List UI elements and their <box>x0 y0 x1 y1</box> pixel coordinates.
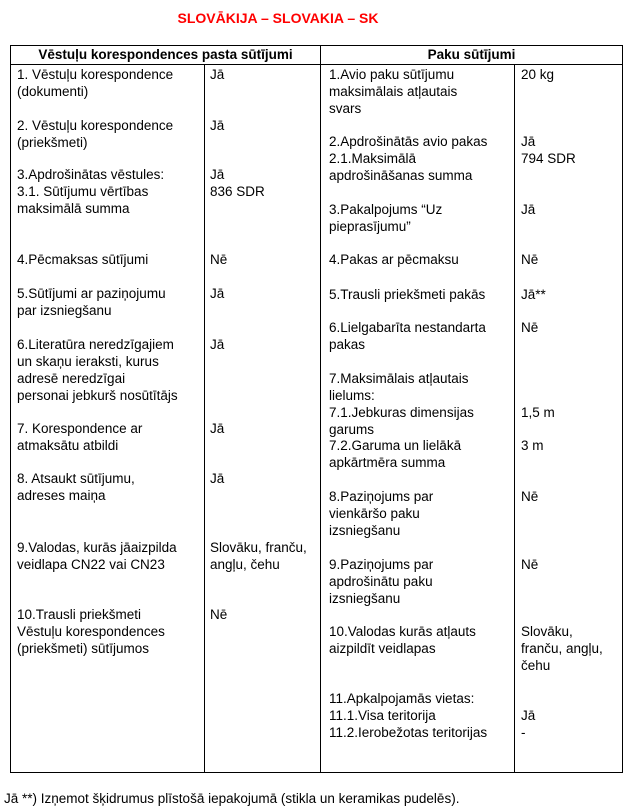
left-row-label: 10.Trausli priekšmeti Vēstuļu korespondences (priekšmeti) sūtījumos <box>17 607 165 656</box>
left-row-value: Nē <box>210 607 228 622</box>
right-row-label: 3.Pakalpojums “Uz pieprasījumu” <box>329 202 443 234</box>
right-row-value: Slovāku, franču, angļu, čehu <box>521 624 603 673</box>
right-row-value: Jā** <box>521 287 546 302</box>
right-row-label: 4.Pakas ar pēcmaksu <box>329 252 459 267</box>
header-bottom-border <box>10 64 623 65</box>
footnote: Jā **) Izņemot šķidrumus plīstošā iepakojumā (stikla un keramikas pudelēs). <box>4 791 460 806</box>
left-row-value: Jā 836 SDR <box>210 167 265 199</box>
header-parcels: Paku sūtījumi <box>427 47 516 62</box>
right-row-label: 6.Lielgabarīta nestandarta pakas <box>329 320 486 352</box>
right-row-label: 9.Paziņojums par apdrošinātu paku izsniegšanu <box>329 557 434 606</box>
right-row-label: 11.Apkalpojamās vietas: 11.1.Visa teritorija 11.2.Ierobežotas teritorijas <box>329 691 488 740</box>
left-row-label: 8. Atsaukt sūtījumu, adreses maiņa <box>17 471 135 503</box>
left-row-value: Jā <box>210 118 225 133</box>
table-right-border <box>622 45 623 773</box>
left-row-value: Jā <box>210 67 225 82</box>
right-row-label: 5.Trausli priekšmeti pakās <box>329 287 486 302</box>
right-row-label: 8.Paziņojums par vienkāršo paku izsniegšanu <box>329 489 434 538</box>
right-row-label: 7.2.Garuma un lielākā apkārtmēra summa <box>329 438 462 470</box>
left-row-label: 3.Apdrošinātas vēstules: 3.1. Sūtījumu vērtības maksimālā summa <box>17 167 165 216</box>
header-letters: Vēstuļu korespondences pasta sūtījumi <box>38 47 293 62</box>
right-value-divider <box>514 64 515 773</box>
right-row-value: Nē <box>521 557 539 572</box>
right-row-value: 3 m <box>521 438 544 453</box>
left-row-value: Slovāku, franču, angļu, čehu <box>210 540 307 572</box>
right-row-value: Jā 794 SDR <box>521 134 576 166</box>
column-divider-center <box>320 45 321 773</box>
left-row-label: 6.Literatūra neredzīgajiem un skaņu ieraksti, kurus adresē neredzīgai personai jebkurš nosūtītājs <box>17 337 178 403</box>
right-row-value: 20 kg <box>521 67 555 82</box>
left-row-value: Nē <box>210 252 228 267</box>
page-title: SLOVĀKIJA – SLOVAKIA – SK <box>177 10 379 26</box>
right-row-value: Nē <box>521 252 539 267</box>
left-row-label: 1. Vēstuļu korespondence (dokumenti) <box>17 67 174 99</box>
left-row-label: 2. Vēstuļu korespondence (priekšmeti) <box>17 118 174 150</box>
left-row-value: Jā <box>210 471 225 486</box>
right-row-value: Jā <box>521 202 536 217</box>
right-row-value: Jā - <box>521 708 536 740</box>
right-row-value: Nē <box>521 489 539 504</box>
right-row-label: 2.Apdrošinātās avio pakas 2.1.Maksimālā apdrošināšanas summa <box>329 134 488 183</box>
right-row-label: 7.Maksimālais atļautais lielums: <box>329 371 469 403</box>
left-row-label: 5.Sūtījumi ar paziņojumu par izsniegšanu <box>17 286 166 318</box>
right-row-label: 7.1.Jebkuras dimensijas garums <box>329 405 474 437</box>
right-row-value: 1,5 m <box>521 405 555 420</box>
left-row-value: Jā <box>210 421 225 436</box>
left-row-value: Jā <box>210 286 225 301</box>
left-value-divider <box>204 64 205 773</box>
table-left-border <box>10 45 11 773</box>
right-row-label: 1.Avio paku sūtījumu maksimālais atļautais svars <box>329 67 458 116</box>
left-row-label: 7. Korespondence ar atmaksātu atbildi <box>17 421 143 453</box>
left-row-label: 9.Valodas, kurās jāaizpilda veidlapa CN22 vai CN23 <box>17 540 177 572</box>
right-row-value: Nē <box>521 320 539 335</box>
right-row-label: 10.Valodas kurās atļauts aizpildīt veidlapas <box>329 624 476 656</box>
left-row-value: Jā <box>210 337 225 352</box>
table-bottom-border <box>10 772 623 773</box>
left-row-label: 4.Pēcmaksas sūtījumi <box>17 252 149 267</box>
